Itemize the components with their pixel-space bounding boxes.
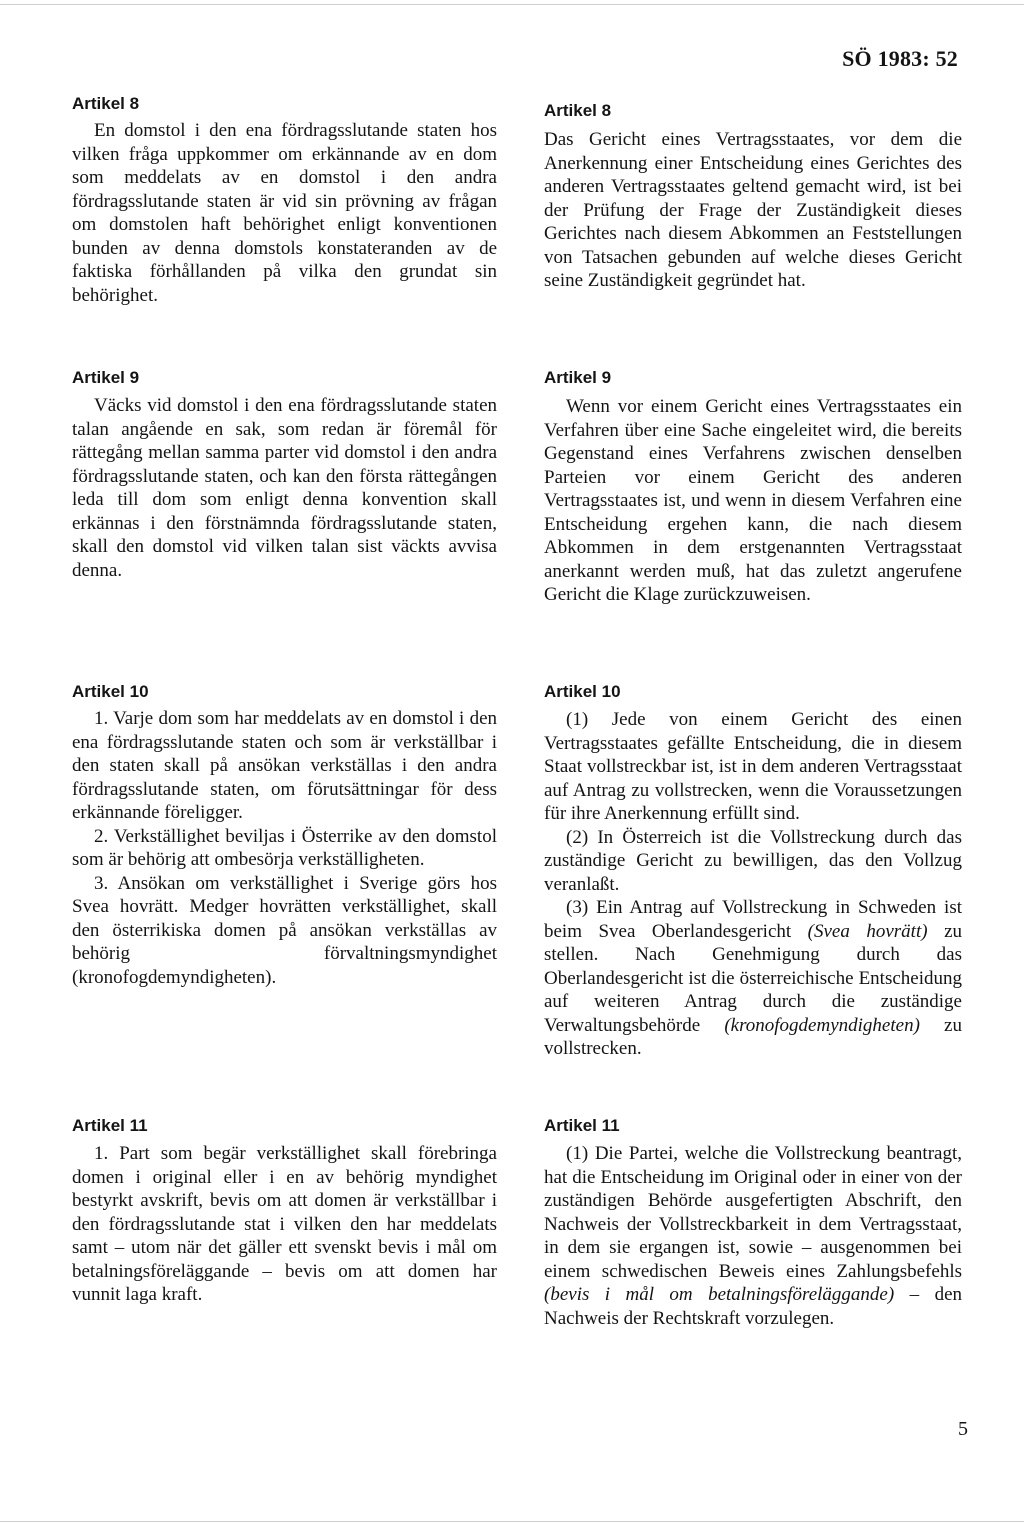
article-10-paragraph-3-sv: 3. Ansökan om verkställighet i Sverige görs hos Svea hovrätt. Medger hovrätten verkställighet, skall den österrikiska domen på ansökan verkställas av behörig förvaltningsmyndighet (kronofogdemyndigheten).: [72, 872, 497, 988]
article-11-heading-sv: Artikel 11: [72, 1116, 148, 1135]
article-9-heading-sv: Artikel 9: [72, 368, 140, 387]
article-11-heading-de: Artikel 11: [544, 1116, 620, 1135]
article-10-p3-part-e: zu vollstrecken.: [544, 1014, 962, 1059]
document-reference: SÖ 1983: 52: [842, 46, 958, 71]
article-10-p3-part-c: zu stellen. Nach Genehmigung durch das Oberlandesgericht ist die österreichische Entscheidung auf weiteren Antrag durch die zuständige Verwaltungsbehörde: [544, 920, 963, 1036]
article-9-heading-de: Artikel 9: [544, 368, 612, 387]
article-10-text-sv: [72, 707, 497, 989]
article-8-heading-sv: Artikel 8: [72, 94, 140, 113]
page-number: 5: [958, 1418, 968, 1440]
top-scan-rule: [0, 4, 1024, 5]
article-11-text-sv: 1. Part som begär verkställighet skall förebringa domen i original eller i en av behörig myndighet bestyrkt avskrift, bevis om att domen är verkställbar i den fördragsslutande stat i vilken den har meddelats samt – utom när det gäller ett svenskt bevis i mål om betalningsföreläggande – bevis om att domen har vunnit laga kraft.: [72, 1143, 497, 1305]
article-10-paragraph-1-sv: 1. Varje dom som har meddelats av en domstol i den ena fördragsslutande staten och som är verkställbar i den staten skall på ansökan verkställas i den andra fördragsslutande staten, om förutsättningar för dess erkännande föreligger.: [72, 708, 497, 823]
betalningsforelaggande-term: (bevis i mål om betalningsföreläggande): [544, 1284, 895, 1305]
article-10-paragraph-2-sv: 2. Verkställighet beviljas i Österrike av den domstol som är behörig att ombesörja verkställigheten.: [72, 825, 497, 870]
bottom-scan-rule: [0, 1521, 1024, 1522]
article-11-part-c-de: – den Nachweis der Rechtskraft vorzulegen.: [544, 1284, 962, 1329]
article-10-paragraph-2-de: (2) In Österreich ist die Vollstreckung durch das zuständige Gericht zu bewilligen, das den Vollzug veranlaßt.: [544, 826, 962, 895]
article-8-text-sv: En domstol i den ena fördragsslutande staten hos vilken fråga uppkommer om erkännande av en dom som meddelats av en domstol i den andra fördragsslutande staten är vid sin prövning av frågan om domstolen haft behörighet enligt konventionen bunden av denna domstols konstateranden av de faktiska förhållanden på vilka den grundat sin behörighet.: [72, 120, 497, 306]
article-10-p3-part-a: (3) Ein Antrag auf Vollstreckung in Schweden ist beim Svea Oberlandesgericht: [544, 897, 962, 942]
article-8-heading-de: Artikel 8: [544, 101, 612, 120]
article-9-text-de: Wenn vor einem Gericht eines Vertragsstaates ein Verfahren über eine Sache eingeleitet wird, die bereits Gegenstand eines Verfahrens zwischen denselben Parteien vor einem Gericht des anderen Vertragsstaates ist, und wenn in diesem Verfahren eine Entscheidung ergehen kann, die nach diesem Abkommen in dem erstgenannten Vertragsstaat anerkannt werden muß, hat das zuletzt angerufene Gericht die Klage zurückzuweisen.: [544, 396, 962, 605]
article-10-heading-de: Artikel 10: [544, 682, 621, 701]
article-9-text-sv: Väcks vid domstol i den ena fördragsslutande staten talan angående en sak, som redan är föremål för rättegång mellan samma parter vid domstol i den andra fördragsslutande staten, och kan den första rättegången leda till dom som enligt denna konvention skall erkännas i den förstnämnda fördragsslutande staten, skall den domstol vid vilken talan sist väckts avvisa denna.: [72, 395, 497, 581]
article-10-text-de: [544, 708, 962, 1061]
article-10-paragraph-3-de: [544, 896, 962, 1061]
article-10-paragraph-1-de: (1) Jede von einem Gericht des einen Vertragsstaates gefällte Entscheidung, die in diesem Staat vollstreckbar ist, ist in dem anderen Vertragsstaat auf Antrag zu vollstrecken, wenn die Voraussetzungen für ihre Anerkennung erfüllt sind.: [544, 709, 962, 824]
article-11-text-de: [544, 1142, 962, 1330]
article-11-part-a-de: (1) Die Partei, welche die Vollstreckung beantragt, hat die Entscheidung im Original oder in einer von der zuständigen Behörde ausgefertigten Abschrift, den Nachweis der Vollstreckbarkeit in dem Vertragsstaat, in dem sie ergangen ist, sowie – ausgenommen bei einem schwedischen Beweis eines Zahlungsbefehls: [544, 1143, 962, 1282]
kronofogdemyndigheten-term: (kronofogdemyndigheten): [724, 1014, 920, 1036]
article-8-text-de: Das Gericht eines Vertragsstaates, vor dem die Anerkennung einer Entscheidung eines Gerichtes des anderen Vertragsstaates geltend gemacht wird, ist bei der Prüfung der Frage der Zuständigkeit dieses Gerichtes nach diesem Abkommen an Feststellungen von Tatsachen gebunden auf welche dieses Gericht seine Zuständigkeit gegründet hat.: [544, 129, 962, 291]
article-10-heading-sv: Artikel 10: [72, 682, 149, 701]
svea-hovratt-term: (Svea hovrätt): [807, 920, 928, 942]
